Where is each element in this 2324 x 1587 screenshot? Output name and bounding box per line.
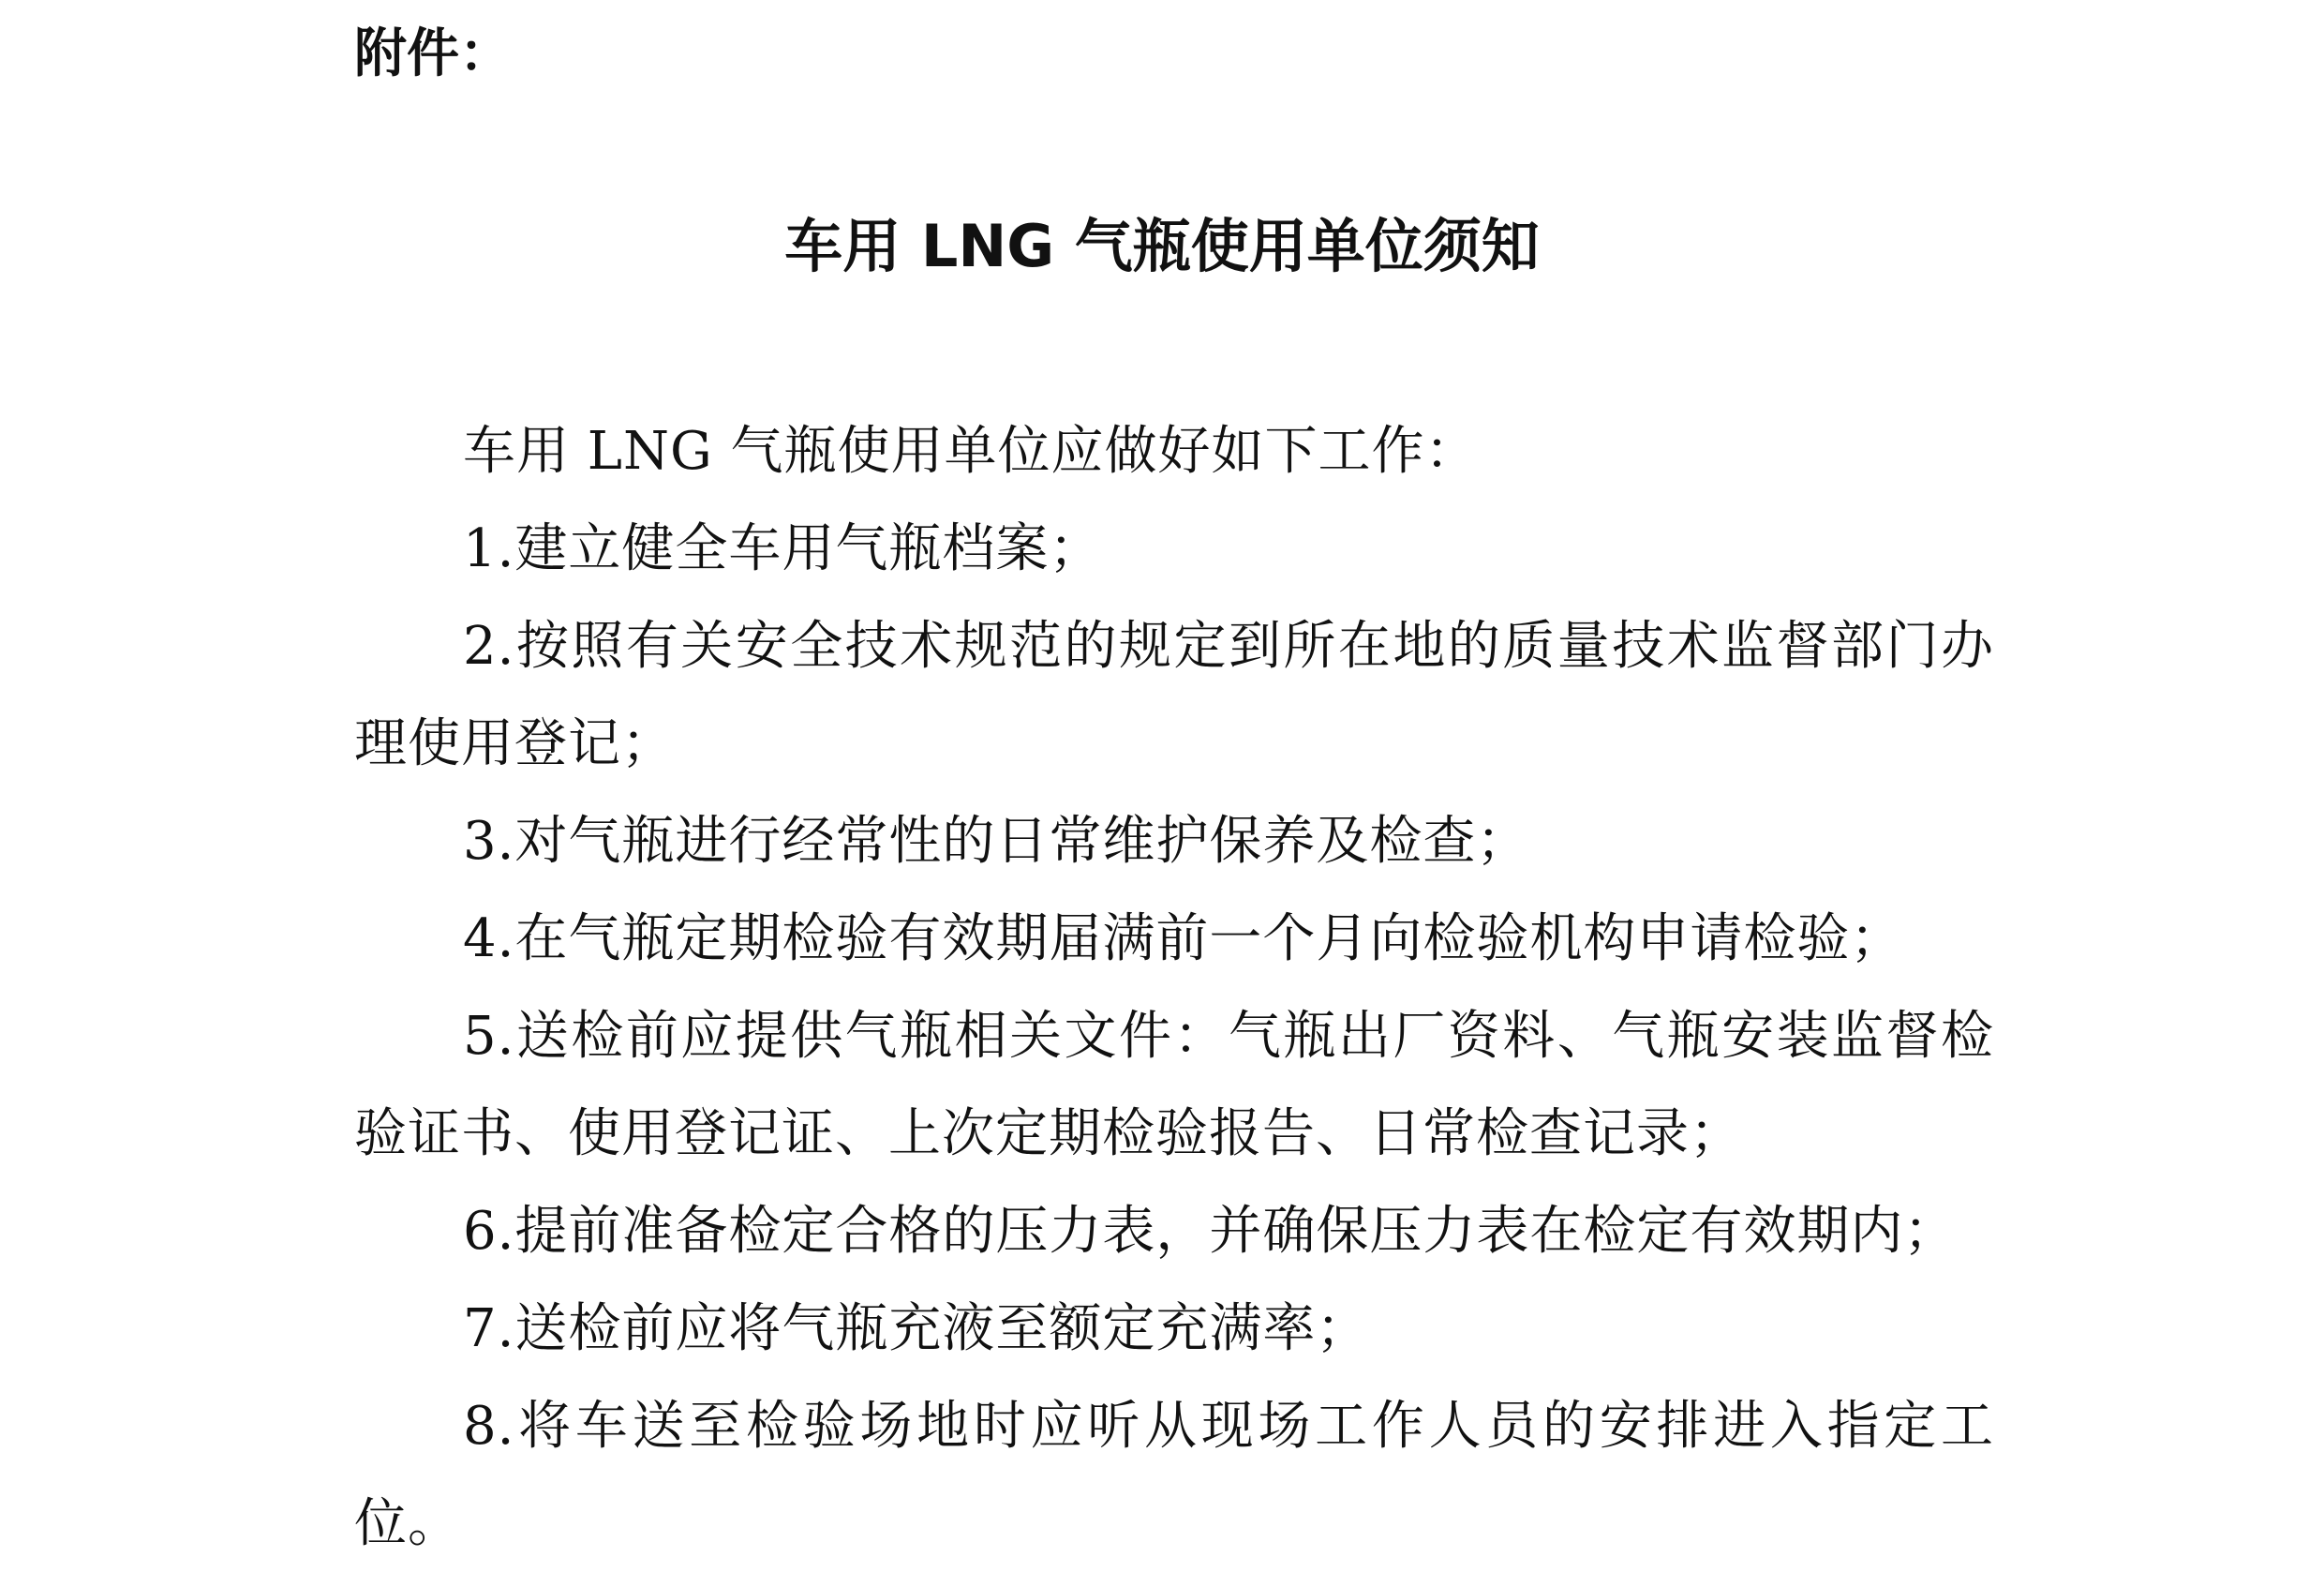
list-item-5: 5.送检前应提供气瓶相关文件：气瓶出厂资料、气瓶安装监督检验证书、使用登记证、上次定期检验报告、日常检查记录； [354, 1006, 1994, 1164]
list-item-3: 3.对气瓶进行经常性的日常维护保养及检查； [463, 811, 1530, 872]
list-item-2: 2.按照有关安全技术规范的规定到所在地的质量技术监督部门办理使用登记； [354, 616, 1994, 774]
list-item-8: 8.将车送至检验场地时应听从现场工作人员的安排进入指定工位。 [354, 1396, 1994, 1554]
attachment-label: 附件： [354, 23, 512, 84]
list-item-7: 7.送检前应将气瓶充液至额定充满率； [463, 1298, 1370, 1359]
document-body [354, 403, 1994, 1573]
document-title: 车用 LNG 气瓶使用单位须知 [784, 212, 1540, 280]
list-item-6: 6.提前准备检定合格的压力表，并确保压力表在检定有效期内； [463, 1201, 1958, 1262]
intro-paragraph: 车用 LNG 气瓶使用单位应做好如下工作： [463, 421, 1479, 482]
list-item-4: 4.在气瓶定期检验有效期届满前一个月向检验机构申请检验； [463, 908, 1904, 969]
list-item-1: 1.建立健全车用气瓶档案； [463, 518, 1103, 579]
